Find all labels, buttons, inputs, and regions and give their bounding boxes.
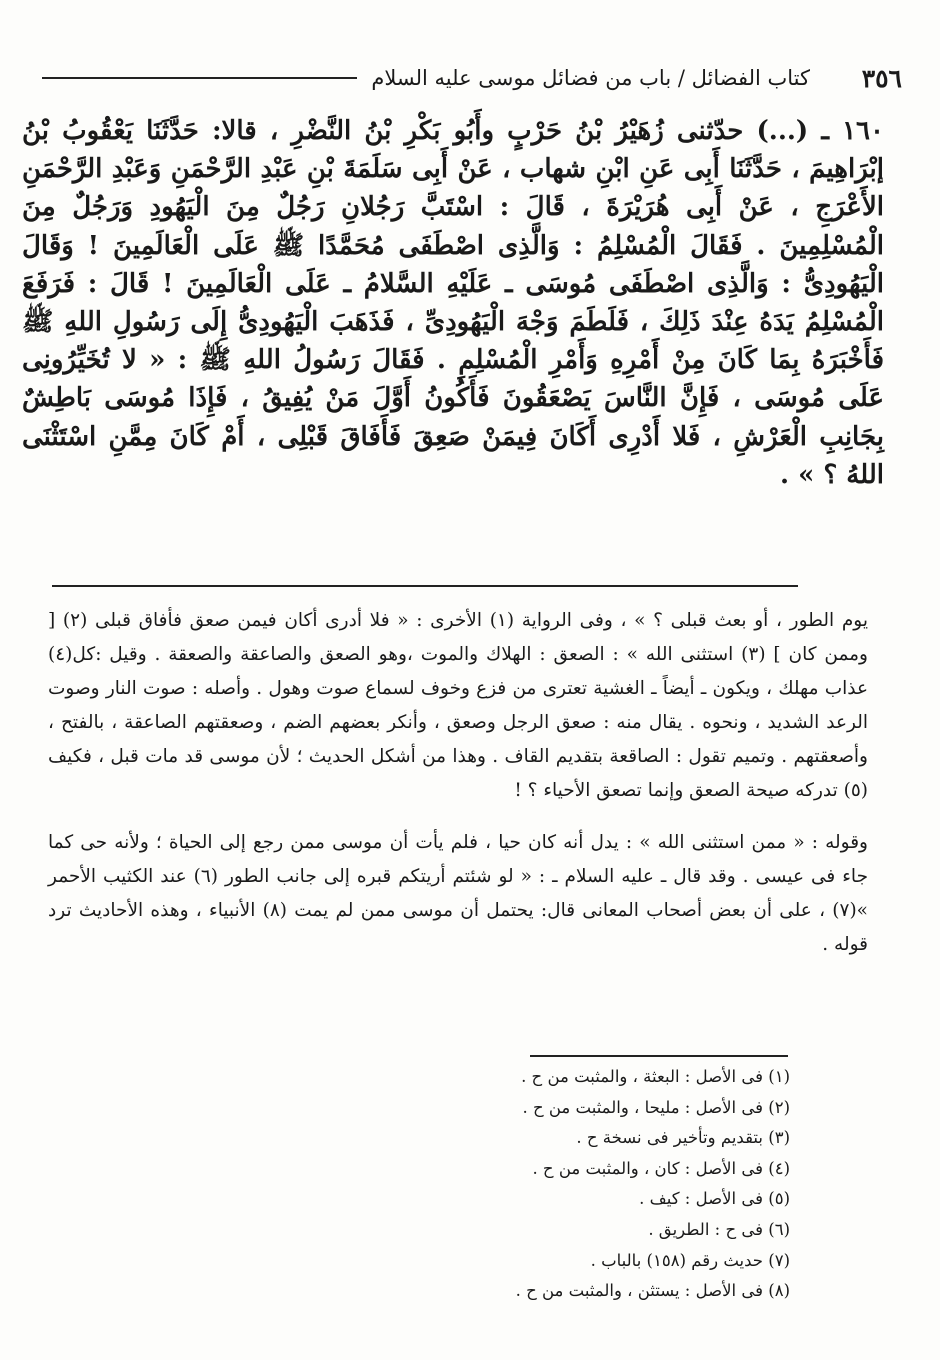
footnote-5: (٥) فى الأصل : كيف .	[639, 1189, 790, 1209]
page-header	[28, 58, 902, 98]
commentary-separator	[52, 585, 798, 587]
commentary	[48, 604, 868, 980]
hadith-paragraph: ١٦٠ ـ (...) حدّثنى زُهَيْرُ بْنُ حَرْبٍ وأَبُو بَكْرِ بْنُ النَّضْرِ ، قالا: حَدَّثَنَا يَعْقُوبُ بْنُ إبْرَاهِيمَ ، حَدَّثَنَا أَبِى عَنِ ابْنِ شهاب ، عَنْ أَبِى سَلَمَةَ بْنِ عَبْدِ الرَّحْمَنِ وَعَبْدِ الرَّحْمَنِ الأَعْرَجِ ، عَنْ أَبِى هُرَيْرَةَ ، قَالَ : اسْتَبَّ رَجُلانِ رَجُلٌ مِنَ الْيَهُودِ وَرَجُلٌ مِنَ الْمُسْلِمِينَ . فَقَالَ الْمُسْلِمُ : وَالَّذِى اصْطَفَى مُحَمَّدًا ﷺ عَلَى الْعَالَمِينَ ! وَقَالَ الْيَهُودِىُّ : وَالَّذِى اصْطَفَى مُوسَى ـ عَلَيْهِ السَّلامُ ـ عَلَى الْعَالَمِينَ ! قَالَ : فَرَفَعَ الْمُسْلِمُ يَدَهُ عِنْدَ ذَلِكَ ، فَلَطَمَ وَجْهَ الْيَهُودِىِّ ، فَذَهَبَ الْيَهُودِىُّ إِلَى رَسُولِ اللهِ ﷺ فَأَخْبَرَهُ بِمَا كَانَ مِنْ أَمْرِهِ وَأَمْرِ الْمُسْلِمِ . فَقَالَ رَسُولُ اللهِ ﷺ : « لا تُخَيِّرُونِى عَلَى مُوسَى ، فَإِنَّ النَّاسَ يَصْعَقُونَ فَأَكُونُ أَوَّلَ مَنْ يُفِيقُ ، فَإِذَا مُوسَى بَاطِشٌ بِجَانِبِ الْعَرْشِ ، فَلا أَدْرِى أَكَانَ فِيمَنْ صَعِقَ فَأَفَاقَ قَبْلِى ، أَمْ كَانَ مِمَّنِ اسْتَثْنَى اللهُ ؟ » .	[22, 116, 884, 490]
commentary-paragraph-1: يوم الطور ، أو بعث قبلى ؟ » ، وفى الرواية (١) الأخرى : « فلا أدرى أكان فيمن صعق فأفاق قبلى (٢) [ وممن كان ] (٣) استثنى الله » : الصعق : الهلاك والموت ،وهو الصعق والصاعقة والصعقة . وقيل :كل(٤) عذاب مهلك ، ويكون ـ أيضاً ـ الغشية تعترى من فزع وخوف لسماع صوت وهول . وأصله : صوت النار وصوت الرعد الشديد ، ونحوه . يقال منه : صعق الرجل وصعق ، وأنكر بعضهم الضم ، وصعقتهم الصاعقة ، بالفتح ، وأصعقتهم . وتميم تقول : الصاقعة بتقديم القاف . وهذا من أشكل الحديث ؛ لأن موسى قد مات قبل ، فكيف (٥) تدركه صيحة الصعق وإنما تصعق الأحياء ؟ !	[48, 610, 868, 801]
footnote-6: (٦) فى ح : الطريق .	[648, 1219, 790, 1239]
running-title: كتاب الفضائل / باب من فضائل موسى عليه السلام	[371, 66, 810, 90]
footnote-1: (١) فى الأصل : البعثة ، والمثبت من ح .	[521, 1067, 790, 1086]
footnote-separator	[530, 1055, 788, 1057]
header-rule	[42, 77, 357, 79]
footnote-3: (٣) بتقديم وتأخير فى نسخة ح .	[576, 1128, 790, 1148]
commentary-paragraph-2: وقوله : « ممن استثنى الله » : يدل أنه كان حيا ، فلم يأت أن موسى ممن رجع إلى الحياة ؛ ولأنه حى كما جاء فى عيسى . وقد قال ـ عليه السلام ـ : « لو شئتم أريتكم قبره إلى جانب الطور (٦) عند الكثيب الأحمر »(٧) ، على أن بعض أصحاب المعانى قال: يحتمل أن موسى ممن لم يمت (٨) الأنبياء ، وهذه الأحاديث ترد قوله .	[48, 832, 868, 955]
footnotes	[330, 1062, 790, 1307]
hadith-text	[22, 112, 884, 494]
page-number: ٣٥٦	[861, 64, 902, 93]
footnote-4: (٤) فى الأصل : كان ، والمثبت من ح .	[532, 1158, 790, 1178]
footnote-7: (٧) حديث رقم (١٥٨) بالباب .	[590, 1250, 790, 1270]
footnote-8: (٨) فى الأصل : يستثن ، والمثبت من ح .	[515, 1281, 790, 1301]
footnote-2: (٢) فى الأصل : مليحا ، والمثبت من ح .	[522, 1097, 790, 1117]
